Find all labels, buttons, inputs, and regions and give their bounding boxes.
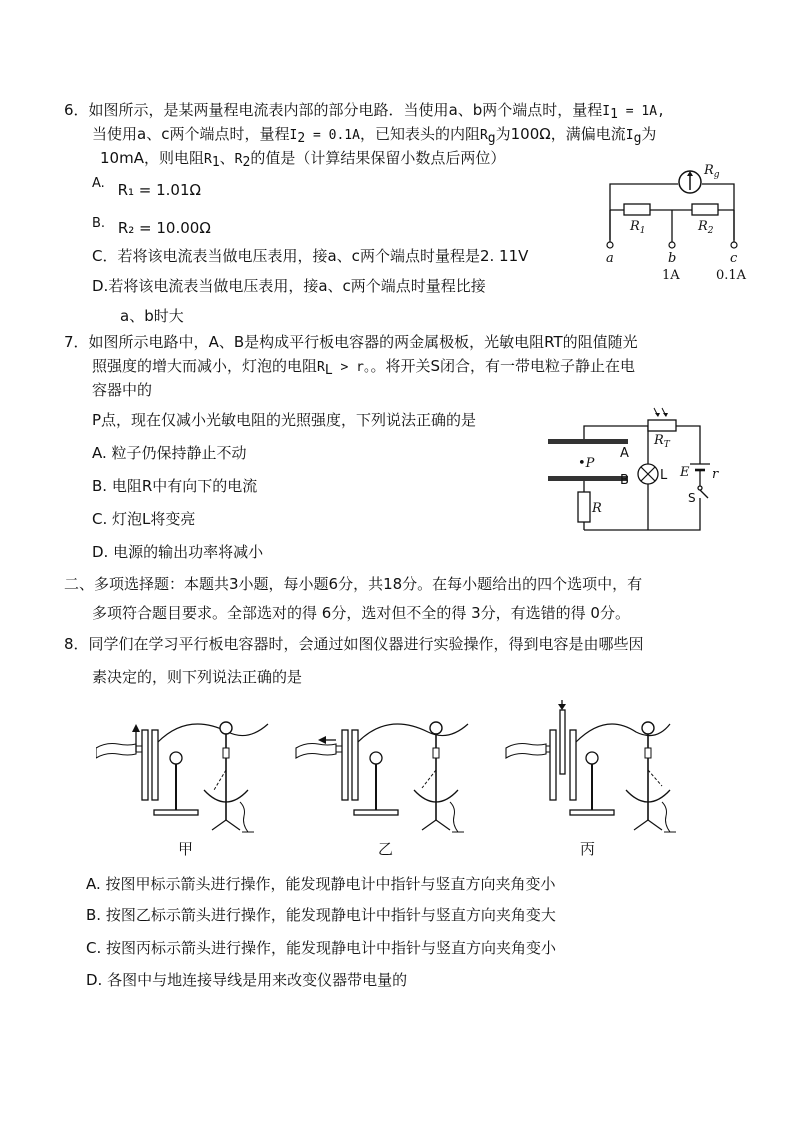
resistor-r1-icon bbox=[624, 204, 650, 215]
label-rg: R bbox=[704, 163, 714, 178]
resistor-r2-icon bbox=[692, 204, 718, 215]
caption-yi: 乙 bbox=[378, 840, 394, 858]
label-internal-r: r bbox=[712, 467, 719, 482]
q6-option-c: C．若将该电流表当做电压表用，接a、c两个端点时量程是2. 11V bbox=[92, 247, 529, 265]
q7-option-a: A. 粒子仍保持静止不动 bbox=[92, 444, 247, 462]
section-2-header-line-1: 二、多项选择题：本题共3小题，每小题6分，共18分。在每小题给出的四个选项中，有 bbox=[64, 575, 643, 593]
switch-s-icon bbox=[698, 480, 708, 498]
label-plate-b: B bbox=[620, 473, 629, 488]
q6-line-3: 10mA，则电阻$R_1$、$R_2$的值是（计算结果保留小数点后两位） bbox=[100, 149, 506, 170]
q7-number: 7． bbox=[64, 333, 89, 351]
label-switch: S bbox=[688, 491, 696, 505]
lamp-l-icon bbox=[638, 464, 658, 484]
terminal-b-icon bbox=[669, 242, 675, 248]
photoresistor-rt-icon bbox=[648, 408, 676, 431]
q8-apparatus-figures bbox=[96, 700, 696, 835]
label-rt: R bbox=[654, 433, 664, 448]
label-r2: R bbox=[698, 219, 708, 234]
galvanometer-icon bbox=[679, 171, 701, 193]
label-c: c bbox=[730, 251, 738, 266]
apparatus-yi-figure bbox=[296, 722, 468, 832]
terminal-a-icon bbox=[607, 242, 613, 248]
q7-line-4: P点，现在仅减小光敏电阻的光照强度，下列说法正确的是 bbox=[92, 411, 477, 429]
q6-line-2: 当使用a、c两个端点时，量程$I_2 = 0.1A$，已知表头的内阻$R_g$为100Ω，满偏电流$I_g$为 bbox=[92, 125, 657, 146]
svg-text:R1: $R_1$ bbox=[630, 219, 646, 236]
q6-option-d-cont: a、b时大 bbox=[120, 307, 184, 325]
apparatus-jia-figure bbox=[96, 722, 268, 832]
q7-line-1: 7．如图所示电路中，A、B是构成平行板电容器的两金属极板，光敏电阻RT的阻值随光 bbox=[64, 333, 638, 351]
q8-line-1: 8．同学们在学习平行板电容器时，会通过如图仪器进行实验操作，得到电容是由哪些因 bbox=[64, 635, 644, 653]
capacitor-plate-a bbox=[548, 439, 628, 444]
label-point-p: •P bbox=[578, 456, 595, 471]
q6-option-d: D.若将该电流表当做电压表用，接a、c两个端点时量程比接 bbox=[92, 277, 486, 295]
label-plate-a: A bbox=[620, 446, 629, 461]
label-resistor-r: R bbox=[592, 501, 602, 516]
q8-option-b: B. 按图乙标示箭头进行操作，能发现静电计中指针与竖直方向夹角变大 bbox=[86, 906, 556, 924]
label-1a: 1A bbox=[662, 268, 680, 283]
q7-circuit-figure bbox=[540, 404, 736, 534]
q7-line-2: 照强度的增大而减小，灯泡的电阻$R_L > r$。。将开关S闭合，有一带电粒子静止在电 bbox=[92, 357, 636, 378]
q6-option-a: A. R₁ = 1.01Ω bbox=[92, 176, 201, 199]
q6-line-1: 6．如图所示，是某两量程电流表内部的部分电路．当使用a、b两个端点时，量程$I_1 = 1A$, bbox=[64, 101, 665, 122]
battery-e-icon bbox=[690, 464, 710, 480]
svg-text:Rg: $R_g$ bbox=[704, 163, 720, 180]
apparatus-bing-figure bbox=[506, 700, 676, 832]
svg-text:RT: $R_T$ bbox=[654, 433, 670, 450]
q7-option-c: C. 灯泡L将变亮 bbox=[92, 510, 196, 528]
capacitor-plate-b bbox=[548, 476, 628, 481]
q6-circuit-figure bbox=[598, 158, 758, 286]
label-b: b bbox=[668, 251, 677, 266]
q7-line-3: 容器中的 bbox=[92, 381, 153, 399]
label-r1: R bbox=[630, 219, 640, 234]
section-2-header-line-2: 多项符合题目要求。全部选对的得 6分，选对但不全的得 3分，有选错的得 0分。 bbox=[92, 604, 630, 622]
label-01a: 0.1A bbox=[716, 268, 747, 283]
label-lamp: L bbox=[660, 468, 668, 483]
q8-option-a: A. 按图甲标示箭头进行操作，能发现静电计中指针与竖直方向夹角变小 bbox=[86, 875, 556, 893]
caption-bing: 丙 bbox=[580, 840, 596, 858]
q6-number: 6． bbox=[64, 101, 89, 119]
q6-option-b: B. R₂ = 10.00Ω bbox=[92, 216, 211, 237]
terminal-c-icon bbox=[731, 242, 737, 248]
label-a: a bbox=[606, 251, 614, 266]
label-emf: E bbox=[680, 465, 690, 480]
q8-number: 8． bbox=[64, 635, 89, 653]
q7-option-b: B. 电阻R中有向下的电流 bbox=[92, 477, 258, 495]
q8-line-2: 素决定的，则下列说法正确的是 bbox=[92, 668, 303, 686]
caption-jia: 甲 bbox=[178, 840, 194, 858]
q7-option-d: D. 电源的输出功率将减小 bbox=[92, 543, 264, 561]
q8-option-c: C. 按图丙标示箭头进行操作，能发现静电计中指针与竖直方向夹角变小 bbox=[86, 939, 557, 957]
q8-option-d: D. 各图中与地连接导线是用来改变仪器带电量的 bbox=[86, 971, 408, 989]
resistor-r-icon bbox=[578, 492, 590, 522]
svg-text:R2: $R_2$ bbox=[698, 219, 714, 236]
